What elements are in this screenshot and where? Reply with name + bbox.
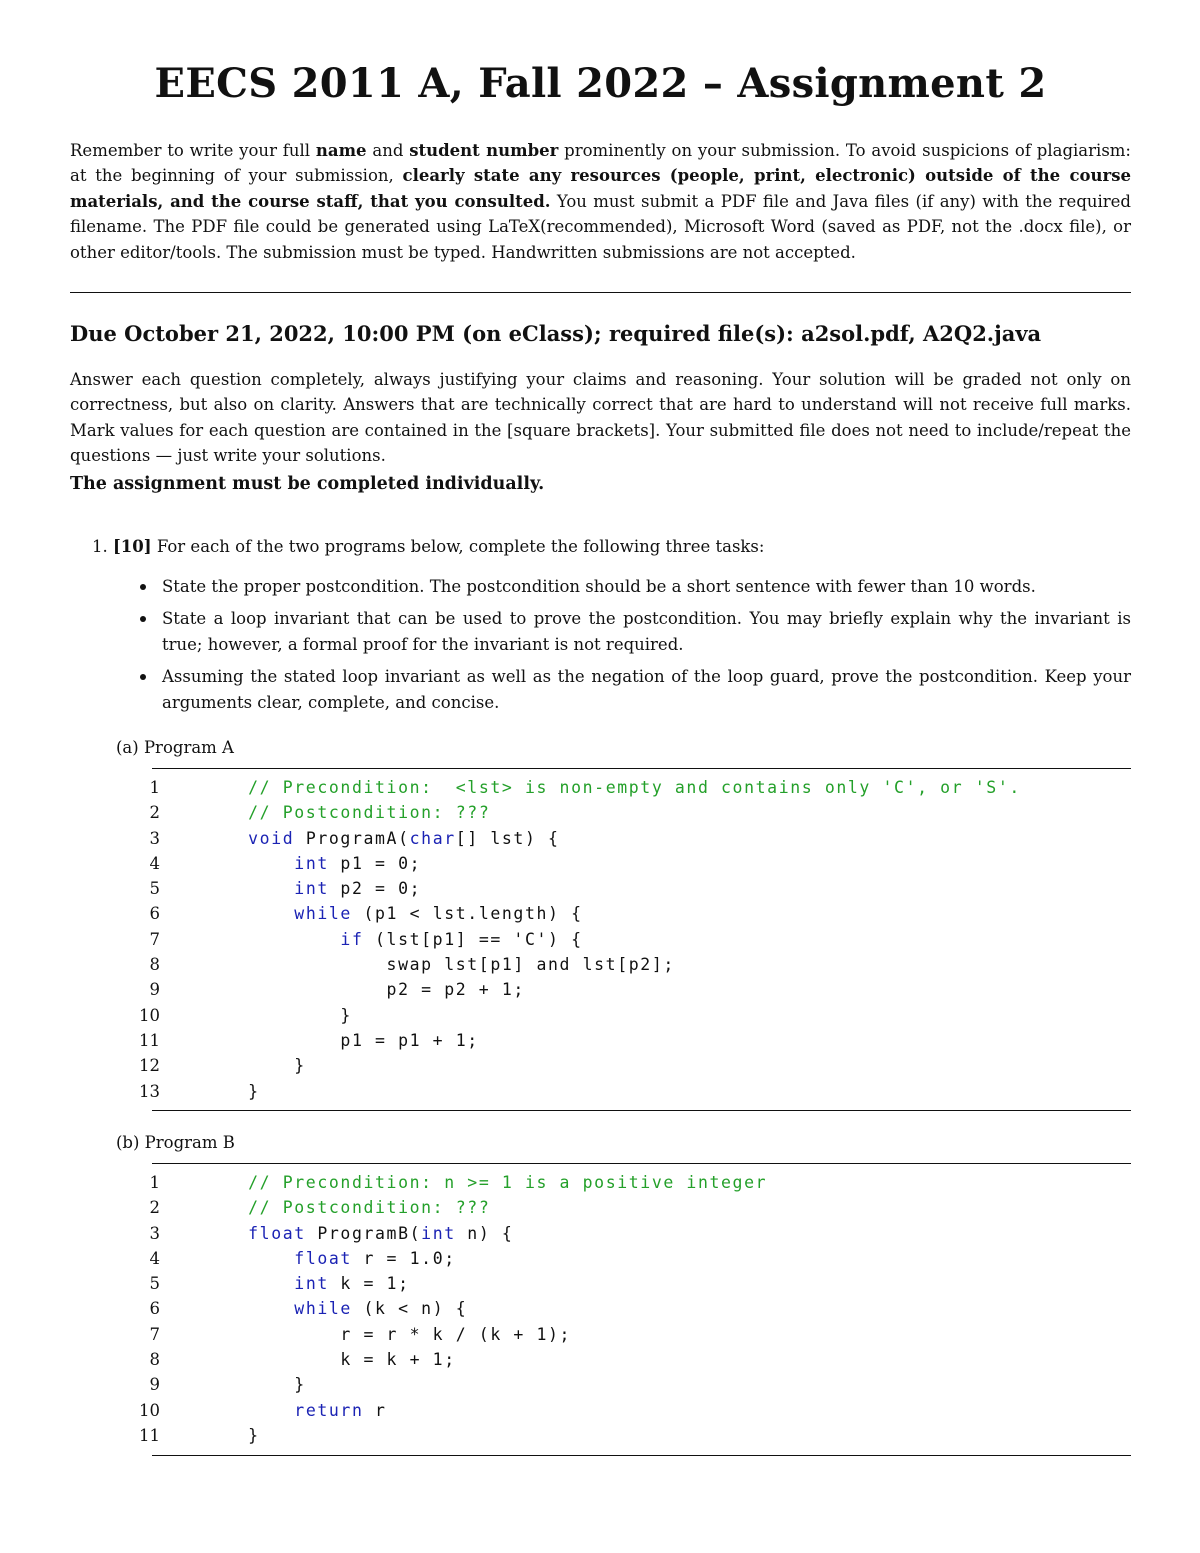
program-b-listing	[139, 1170, 1131, 1448]
line-number: 4	[149, 1248, 160, 1268]
programB-code-line	[149, 1246, 1131, 1271]
line-number: 12	[139, 1056, 160, 1076]
line-number: 13	[139, 1081, 160, 1101]
question-text: For each of the two programs below, complete the following three tasks:	[151, 537, 765, 556]
line-number: 10	[139, 1005, 160, 1025]
programA-code-line	[149, 800, 1131, 825]
code-text: int k = 1;	[294, 1274, 410, 1294]
programB-code-line	[149, 1221, 1131, 1246]
programA-code-line	[149, 826, 1131, 851]
programA-code-line	[149, 901, 1131, 926]
line-number: 11	[139, 1425, 160, 1445]
intro-text-4: You must submit a PDF file and Java files (if any) with the required filename. The PDF file could be generated using LaTeX(recommended), Microsoft Word (saved as PDF, not the .docx file), or other editor/tools. The submission must be typed. Handwritten submissions are not accepted.	[70, 191, 1131, 262]
code-text: // Precondition: n >= 1 is a positive integer	[248, 1173, 768, 1192]
question-marks: [10]	[113, 537, 152, 556]
line-number: 7	[149, 1324, 160, 1344]
code-text: // Postcondition: ???	[248, 803, 491, 823]
program-a-listing	[139, 775, 1131, 1104]
programA-code-line	[139, 1028, 1131, 1053]
programA-code-line	[149, 775, 1131, 800]
code-text: }	[202, 1056, 306, 1076]
code-text: k = k + 1;	[202, 1350, 456, 1370]
code-text: }	[202, 1005, 352, 1025]
line-number: 3	[149, 1223, 160, 1243]
programA-code-line	[149, 851, 1131, 876]
code-text: float ProgramB(int n) {	[248, 1223, 514, 1243]
program-a-label: (a) Program A	[116, 738, 234, 757]
program-b-bottom-rule	[152, 1455, 1131, 1456]
code-text: }	[202, 1375, 306, 1395]
question-number: 1.	[92, 537, 108, 556]
programB-code-line	[139, 1423, 1131, 1448]
individual-notice: The assignment must be completed individually.	[70, 474, 545, 494]
instructions-paragraph: Answer each question completely, always justifying your claims and reasoning. Your solution will be graded not only on correctness, but also on clarity. Answers that are technically correct that are hard to understand will not receive full marks. Mark values for each question are contained in the [square brackets]. Your submitted file does not need to include/repeat the questions — just write your solutions.	[70, 370, 1131, 466]
line-number: 11	[139, 1030, 160, 1050]
programB-code-line	[139, 1398, 1131, 1423]
bullet-icon	[140, 584, 146, 590]
bullet-icon	[140, 616, 146, 622]
programA-code-line	[149, 977, 1131, 1002]
code-text: p2 = p2 + 1;	[202, 980, 525, 1000]
programB-code-line	[149, 1372, 1131, 1397]
due-date-heading: Due October 21, 2022, 10:00 PM (on eClass); required file(s): a2sol.pdf, A2Q2.java	[70, 321, 1042, 346]
program-b-label: (b) Program B	[116, 1133, 235, 1152]
program-a-top-rule	[152, 768, 1131, 769]
task-item	[134, 606, 1131, 657]
line-number: 8	[149, 955, 160, 975]
programA-code-line	[149, 927, 1131, 952]
code-text: void ProgramA(char[] lst) {	[248, 828, 560, 848]
line-number: 1	[149, 1173, 160, 1192]
intro-text-1: Remember to write your full	[70, 141, 316, 160]
programB-code-line	[149, 1170, 1131, 1195]
line-number: 3	[149, 828, 160, 848]
document-title: EECS 2011 A, Fall 2022 – Assignment 2	[154, 60, 1047, 107]
line-number: 10	[139, 1400, 160, 1420]
code-text: r = r * k / (k + 1);	[202, 1324, 572, 1344]
line-number: 2	[149, 1198, 160, 1218]
line-number: 4	[149, 853, 160, 873]
line-number: 7	[149, 929, 160, 949]
code-text: p1 = p1 + 1;	[202, 1030, 479, 1050]
intro-paragraph	[70, 138, 1131, 265]
line-number: 1	[149, 778, 160, 797]
task-text: State a loop invariant that can be used to prove the postcondition. You may briefly explain why the invariant is true; however, a formal proof for the invariant is not required.	[162, 609, 1131, 654]
programA-code-line	[139, 1053, 1131, 1078]
question-1-prompt	[92, 534, 1131, 559]
code-text: swap lst[p1] and lst[p2];	[202, 955, 675, 975]
programA-code-line	[149, 952, 1131, 977]
code-text: }	[202, 1425, 260, 1445]
code-text: int p1 = 0;	[294, 853, 422, 873]
code-text: while (p1 < lst.length) {	[294, 904, 583, 924]
code-text: // Precondition: <lst> is non-empty and contains only 'C', or 'S'.	[248, 778, 1021, 797]
line-number: 9	[149, 980, 160, 1000]
task-item	[134, 664, 1131, 715]
line-number: 6	[149, 1299, 160, 1319]
programB-code-line	[149, 1296, 1131, 1321]
intro-bold-resources: clearly state any resources (people, print, electronic) outside of the course materials, and the course staff, that you consulted.	[70, 166, 1131, 211]
programB-code-line	[149, 1347, 1131, 1372]
line-number: 5	[149, 879, 160, 899]
programB-code-line	[149, 1271, 1131, 1296]
intro-text-2: and	[366, 141, 410, 160]
programB-code-line	[149, 1195, 1131, 1220]
bullet-icon	[140, 674, 146, 680]
programB-code-line	[149, 1322, 1131, 1347]
code-text: int p2 = 0;	[294, 879, 422, 899]
task-text: State the proper postcondition. The postcondition should be a short sentence with fewer than 10 words.	[162, 577, 1036, 596]
code-text: }	[202, 1081, 260, 1101]
line-number: 6	[149, 904, 160, 924]
code-text: while (k < n) {	[294, 1299, 468, 1319]
intro-text-3: prominently on your submission. To avoid suspicions of plagiarism: at the beginning of your submission,	[70, 141, 1131, 186]
code-text: return r	[294, 1400, 387, 1420]
task-text: Assuming the stated loop invariant as well as the negation of the loop guard, prove the postcondition. Keep your arguments clear, complete, and concise.	[162, 667, 1131, 712]
task-list	[134, 574, 1131, 722]
program-a-bottom-rule	[152, 1110, 1131, 1111]
line-number: 8	[149, 1350, 160, 1370]
line-number: 5	[149, 1274, 160, 1294]
task-item	[134, 574, 1131, 599]
code-text: if (lst[p1] == 'C') {	[340, 929, 583, 949]
intro-bold-student-number: student number	[409, 141, 559, 160]
programA-code-line	[139, 1003, 1131, 1028]
line-number: 2	[149, 803, 160, 823]
programA-code-line	[139, 1079, 1131, 1104]
program-b-top-rule	[152, 1163, 1131, 1164]
code-text: // Postcondition: ???	[248, 1198, 491, 1218]
line-number: 9	[149, 1375, 160, 1395]
code-text: float r = 1.0;	[294, 1248, 456, 1268]
section-divider	[70, 292, 1131, 293]
intro-bold-name: name	[315, 141, 367, 160]
programA-code-line	[149, 876, 1131, 901]
